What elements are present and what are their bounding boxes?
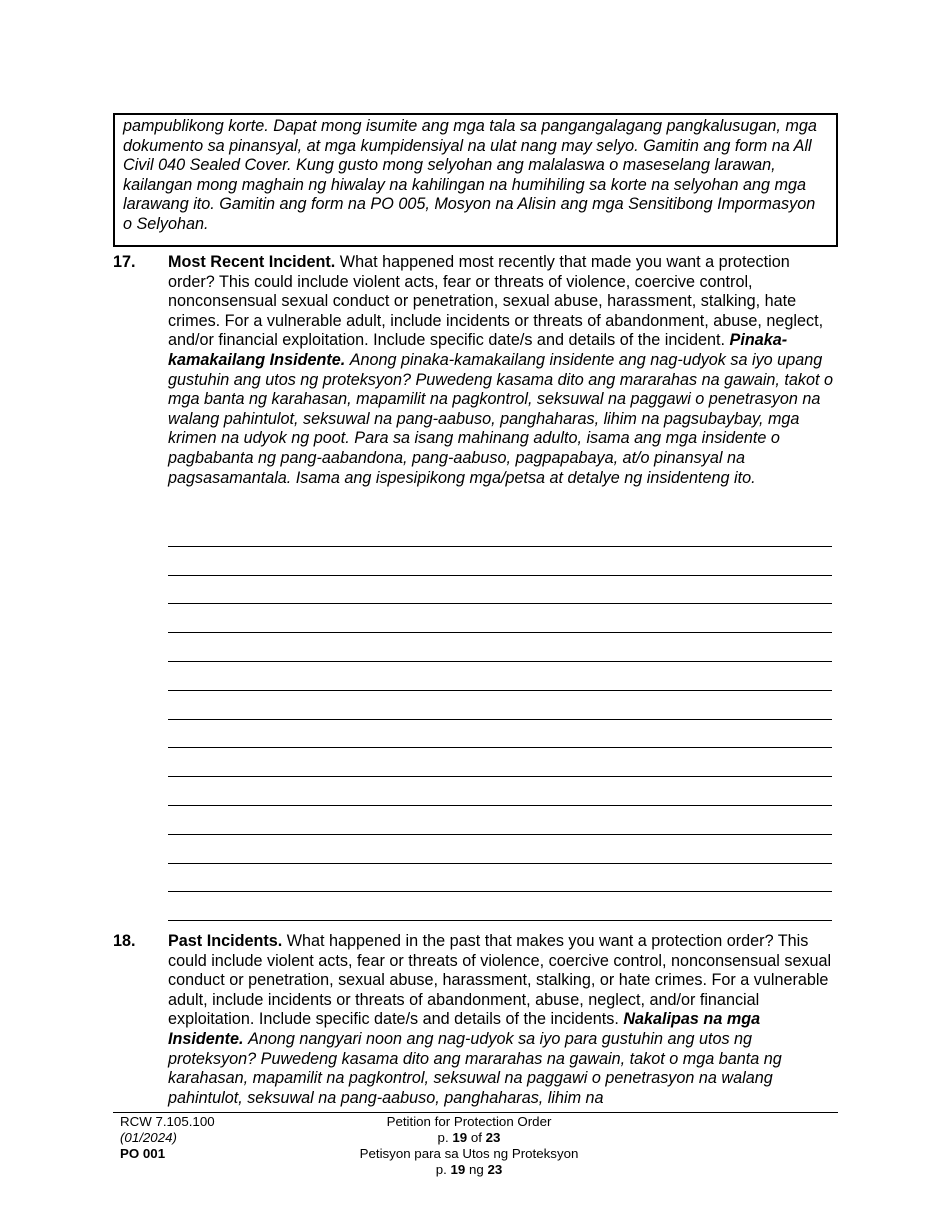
answer-line[interactable] (168, 518, 832, 547)
section-17-answer-area[interactable] (168, 518, 832, 921)
answer-line[interactable] (168, 892, 832, 921)
footer-page-en-total: 23 (485, 1130, 501, 1145)
answer-line[interactable] (168, 720, 832, 749)
section-17-number: 17. (113, 253, 136, 271)
answer-line[interactable] (168, 633, 832, 662)
footer-page-tl-current: 19 (450, 1162, 466, 1177)
answer-line[interactable] (168, 662, 832, 691)
sealing-notice-text: pampublikong korte. Dapat mong isumite ang mga tala sa pangangalagang pangkalusugan, mga dokumento sa pinansyal, at mga kumpidensiyal na ulat nang may selyo. Gamitin ang form na All Civil 040 Sealed Cover. Kung gusto mong selyohan ang malalaswa o maseselang larawan, kailangan mong maghain ng hiwalay na kahilingan na humihiling sa korte na selyohan ang mga larawang ito. Gamitin ang form na PO 005, Mosyon na Alisin ang mga Sensitibong Impormasyon o Selyohan. (123, 117, 817, 233)
section-17-body (168, 253, 836, 488)
footer-page-tl-of: ng (469, 1162, 484, 1177)
sealing-notice-box (113, 113, 838, 247)
footer-page-tl (329, 1162, 609, 1178)
footer-page-en-current: 19 (452, 1130, 468, 1145)
section-17-text-en: What happened most recently that made you want a protection order? This could include violent acts, fear or threats of violence, coercive control, nonconsensual sexual conduct or penetration, sexual abuse, harassment, stalking, hate crimes. For a vulnerable adult, include incidents or threats of abandonment, abuse, neglect, and/or financial exploitation. Include specific date/s and details of the incident. (168, 253, 824, 350)
section-18-text-en: What happened in the past that makes you want a protection order? This could include violent acts, fear or threats of violence, coercive control, nonconsensual sexual conduct or penetration, sexual abuse, harassment, stalking, or hate crimes. For a vulnerable adult, include incidents or threats of abandonment, abuse, neglect, and/or financial exploitation. Include specific date/s and details of the incidents. (168, 932, 832, 1029)
footer-divider (113, 1112, 838, 1113)
footer-date: (01/2024) (120, 1130, 177, 1145)
answer-line[interactable] (168, 748, 832, 777)
section-18-text-tl: Anong nangyari noon ang nag-udyok sa iyo para gustuhin ang utos ng proteksyon? Puwedeng kasama dito ang mararahas na gawain, takot o mga banta ng karahasan, mapamilit na pagkontrol, seksuwal na paggawi o penetrasyon na walang pahintulot, seksuwal na pang-aabuso, panghaharas, lihim na (168, 1029, 782, 1107)
footer-page-en (329, 1130, 609, 1146)
section-18-heading-tl: Nakalipas na mga Insidente. (168, 1010, 761, 1048)
section-18-heading-en: Past Incidents. (168, 932, 283, 950)
section-18-body (168, 932, 836, 1108)
answer-line[interactable] (168, 604, 832, 633)
section-17-heading-en: Most Recent Incident. (168, 253, 336, 271)
answer-line[interactable] (168, 547, 832, 576)
footer-form-id: PO 001 (120, 1146, 166, 1161)
answer-line[interactable] (168, 576, 832, 605)
section-17-heading-tl: Pinaka-kamakailang Insidente. (168, 331, 788, 369)
footer-rcw: RCW 7.105.100 (120, 1114, 215, 1129)
answer-line[interactable] (168, 835, 832, 864)
section-17-text-tl: Anong pinaka-kamakailang insidente ang nag-udyok sa iyo upang gustuhin ang utos ng proteksyon? Puwedeng kasama dito ang mararahas na gawain, takot o mga banta ng karahasan, mapamilit na pagkontrol, seksuwal na paggawi o penetrasyon na walang pahintulot, seksuwal na pang-aabuso, panghaharas, lihim na pagsubaybay, mga krimen na udyok ng poot. Para sa isang mahinang adulto, isama ang mga insidente o pagbabanta ng pang-aabandona, pang-aabuso, pagpapabaya, at/o pinansyal na pagsasamantala. Isama ang ispesipikong mga/petsa at detalye ng insidenteng ito. (168, 350, 834, 487)
answer-line[interactable] (168, 864, 832, 893)
answer-line[interactable] (168, 691, 832, 720)
footer-page-tl-total: 23 (487, 1162, 503, 1177)
section-18-number: 18. (113, 932, 136, 950)
footer-title-tl: Petisyon para sa Utos ng Proteksyon (359, 1146, 579, 1161)
footer-page-en-of: of (470, 1130, 482, 1145)
footer-left-block (120, 1114, 215, 1162)
footer-center-block (329, 1114, 609, 1178)
footer-page-tl-prefix: p. (435, 1162, 447, 1177)
footer-title-en: Petition for Protection Order (386, 1114, 552, 1129)
footer-page-en-prefix: p. (437, 1130, 449, 1145)
answer-line[interactable] (168, 806, 832, 835)
answer-line[interactable] (168, 777, 832, 806)
